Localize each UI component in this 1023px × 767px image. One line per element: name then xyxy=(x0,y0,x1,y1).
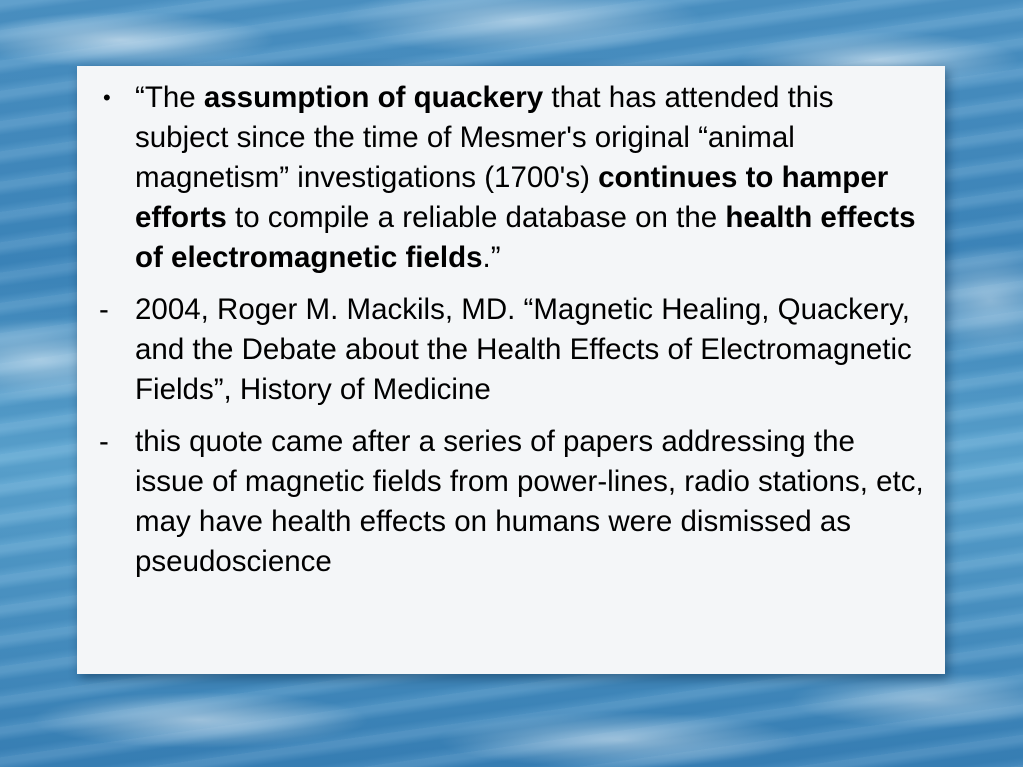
bullet-icon: • xyxy=(103,85,111,110)
quote-text-4: .” xyxy=(482,241,501,274)
slide-content xyxy=(99,78,931,594)
citation-text: 2004, Roger M. Mackils, MD. “Magnetic Healing, Quackery, and the Debate about the Health Effects of Electromagnetic Fields”, History of Medicine xyxy=(135,293,912,406)
quote-bold-2: continues to hamper efforts xyxy=(135,161,889,234)
quote-bold-3: health effects of electromagnetic fields xyxy=(135,201,916,274)
note-text: this quote came after a series of papers addressing the issue of magnetic fields from power-lines, radio stations, etc, may have health effects on humans were dismissed as pseudoscience xyxy=(135,425,924,578)
dash-marker: - xyxy=(99,293,109,326)
citation-paragraph xyxy=(99,290,931,410)
slide-panel xyxy=(77,66,945,674)
quote-text-3: to compile a reliable database on the xyxy=(226,201,726,234)
quote-text-1: “The xyxy=(135,81,204,114)
quote-bold-1: assumption of quackery xyxy=(203,81,544,114)
note-paragraph xyxy=(99,422,931,582)
quote-text-2: that has attended this subject since the time of Mesmer's original “animal magnetism” investigations (1700's) xyxy=(135,81,834,194)
quote-paragraph xyxy=(99,78,931,278)
dash-marker: - xyxy=(99,425,109,458)
